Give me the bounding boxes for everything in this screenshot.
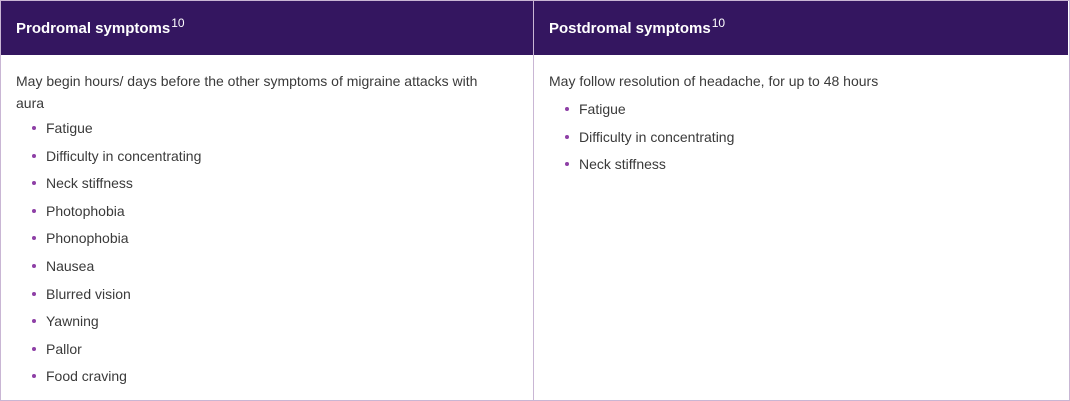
list-item xyxy=(31,283,513,311)
prodromal-heading: Prodromal symptoms xyxy=(16,19,171,37)
list-item-label: Photophobia xyxy=(46,202,125,219)
bullet-icon xyxy=(32,374,36,378)
list-item-label: Fatigue xyxy=(579,101,626,117)
list-item xyxy=(31,172,513,200)
list-item-label: Yawning xyxy=(46,313,99,330)
prodromal-list xyxy=(16,117,513,393)
list-item-label: Food craving xyxy=(46,368,127,385)
bullet-icon xyxy=(32,264,36,268)
list-item-label: Neck stiffness xyxy=(579,156,666,173)
list-item-label: Neck stiffness xyxy=(46,175,133,192)
postdromal-reference: 10 xyxy=(711,16,726,30)
list-item xyxy=(564,98,1048,126)
list-item xyxy=(31,145,513,173)
postdromal-heading: Postdromal symptoms xyxy=(549,19,711,37)
postdromal-cell xyxy=(534,55,1068,400)
list-item xyxy=(31,227,513,255)
bullet-icon xyxy=(565,107,569,111)
list-item xyxy=(31,338,513,366)
list-item-label: Phonophobia xyxy=(46,230,129,247)
bullet-icon xyxy=(32,292,36,296)
prodromal-intro: May begin hours/ days before the other symptoms of migraine attacks with aura xyxy=(16,73,478,111)
list-item-label: Difficulty in concentrating xyxy=(579,128,735,145)
bullet-icon xyxy=(32,154,36,158)
list-item xyxy=(31,200,513,228)
bullet-icon xyxy=(32,319,36,323)
bullet-icon xyxy=(32,126,36,130)
bullet-icon xyxy=(32,181,36,185)
list-item-label: Nausea xyxy=(46,257,95,274)
postdromal-header xyxy=(534,1,1068,55)
list-item-label: Pallor xyxy=(46,340,82,357)
prodromal-header xyxy=(1,1,534,55)
list-item xyxy=(564,153,1048,181)
bullet-icon xyxy=(565,135,569,139)
list-item-label: Difficulty in concentrating xyxy=(46,147,202,164)
prodromal-reference: 10 xyxy=(171,16,185,30)
list-item xyxy=(31,255,513,283)
list-item xyxy=(31,310,513,338)
bullet-icon xyxy=(32,236,36,240)
bullet-icon xyxy=(32,209,36,213)
list-item-label: Blurred vision xyxy=(46,285,131,302)
bullet-icon xyxy=(565,162,569,166)
list-item-label: Fatigue xyxy=(46,120,93,136)
prodromal-cell xyxy=(1,55,534,400)
list-item xyxy=(564,126,1048,154)
list-item xyxy=(31,117,513,145)
postdromal-intro: May follow resolution of headache, for up to 48 hours xyxy=(549,73,879,89)
list-item xyxy=(31,365,513,393)
bullet-icon xyxy=(32,347,36,351)
postdromal-list xyxy=(549,98,1048,181)
